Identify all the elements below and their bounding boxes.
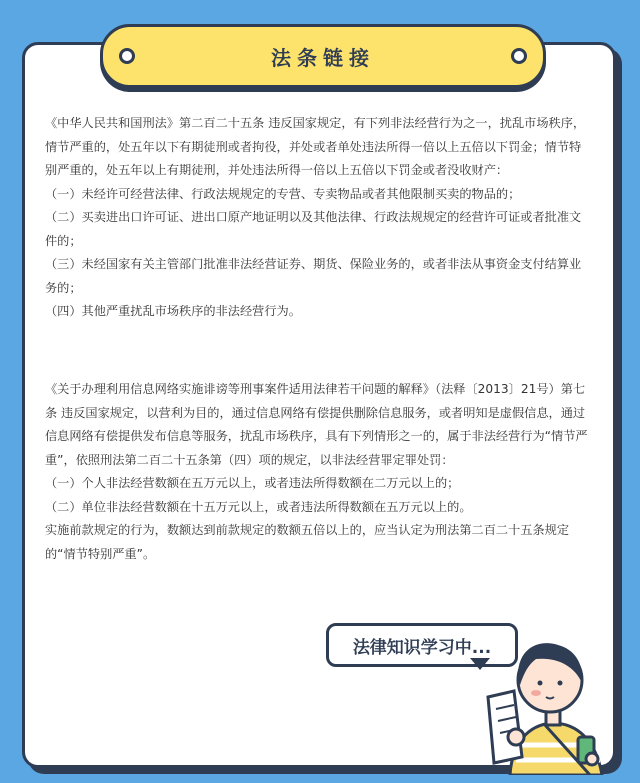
law-paragraph: （一）个人非法经营数额在五万元以上，或者违法所得数额在二万元以上的； [45,476,460,490]
law-paragraph: （一）未经许可经营法律、行政法规规定的专营、专卖物品或者其他限制买卖的物品的； [45,186,521,201]
banner-dot-left-icon [119,48,135,64]
law-paragraph: （二）单位非法经营数额在十五万元以上，或者违法所得数额在五万元以上的。 [45,499,472,514]
law-paragraph: 《关于办理利用信息网络实施诽谤等刑事案件适用法律若干问题的解释》（法释〔2013〕21号）第七条 违反国家规定，以营利为目的，通过信息网络有偿提供删除信息服务，或者明知是虚假信息，通过信息网络有偿提供发布信息等服务，扰乱市场秩序，具有下列情形之一的，属于非法经营行为“情节严重”，依照刑法第二百二十五条第（四）项的规定，以非法经营罪定罪处罚： [45,382,588,467]
title-banner [100,24,546,88]
page-title: 法条链接 [271,45,375,70]
law-paragraph: （四）其他严重扰乱市场秩序的非法经营行为。 [45,304,301,318]
law-paragraph: （三）未经国家有关主管部门批准非法经营证券、期货、保险业务的，或者非法从事资金支付结算业务的； [45,257,582,295]
judicial-interpretation-section [45,378,590,566]
person-reading-icon [470,625,630,775]
law-paragraph: （二）买卖进出口许可证、进出口原产地证明以及其他法律、行政法规规定的经营许可证或者批准文件的； [45,210,582,248]
speech-bubble-text: 法律知识学习中... [352,637,492,658]
law-paragraph: 实施前款规定的行为，数额达到前款规定的数额五倍以上的，应当认定为刑法第二百二十五条规定的“情节特别严重”。 [45,523,570,561]
banner-dot-right-icon [511,48,527,64]
law-paragraph: 《中华人民共和国刑法》第二百二十五条 违反国家规定，有下列非法经营行为之一，扰乱市场秩序，情节严重的，处五年以下有期徒刑或者拘役，并处或者单处违法所得一倍以上五倍以下罚金；情节特别严重的，处五年以上有期徒刑，并处违法所得一倍以上五倍以下罚金或者没收财产： [45,116,586,177]
criminal-law-article-section [45,112,590,324]
